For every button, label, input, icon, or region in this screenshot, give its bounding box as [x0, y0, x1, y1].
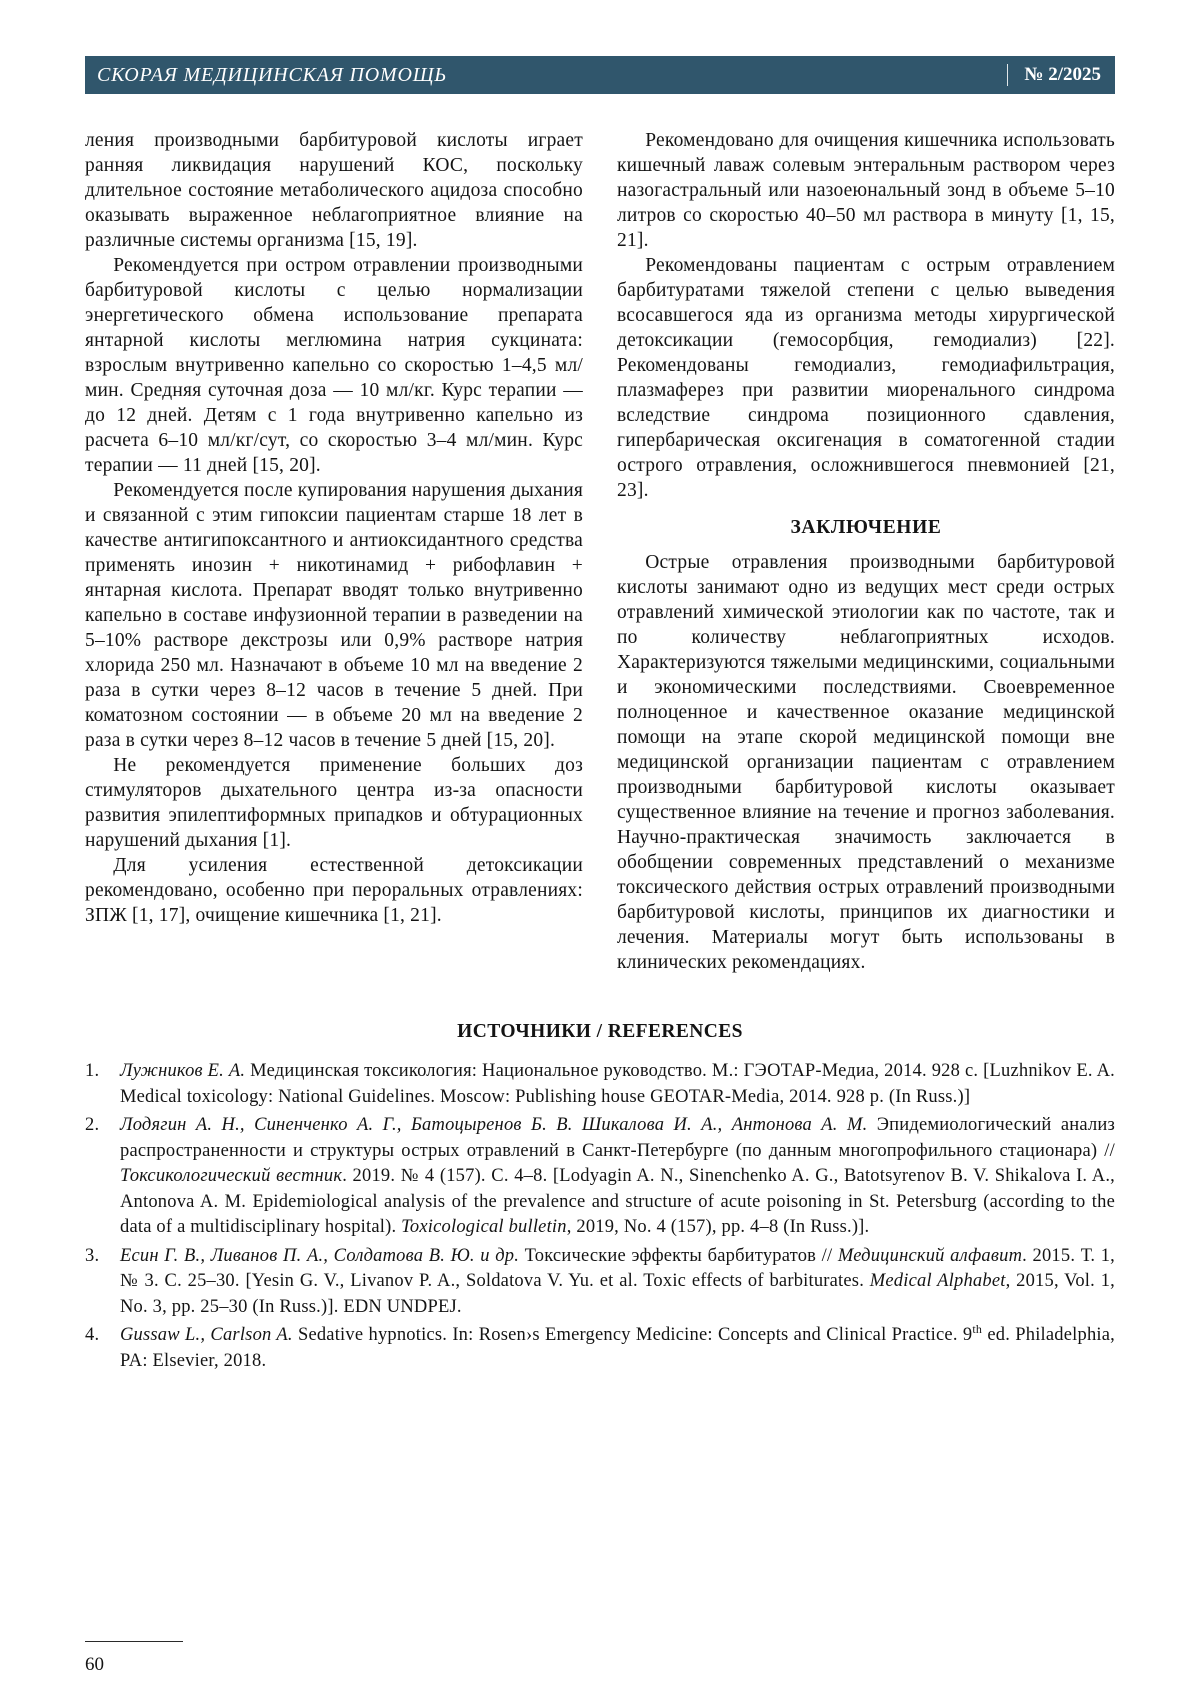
conclusion-heading: ЗАКЛЮЧЕНИЕ — [790, 517, 942, 538]
reference-text: Лодягин А. Н., Синенченко А. Г., Батоцыренов Б. В. Шикалова И. А., Антонова А. М. Эпидемиологический анализ распространенности и структуры острых отравлений в Санкт-Петербурге (по данным многопрофильного стационара) // Токсикологический вестник. 2019. № 4 (157). С. 4–8. [Lodyagin A. N., Sinenchenko A. G., Batotsyrenov B. V. Shikalova I. A., Antonova A. M. Epidemiological analysis of the prevalence and structure of acute poisoning in St. Petersburg (according to the data of a multidisciplinary hospital). Toxicological bulletin, 2019, No. 4 (157), pp. 4–8 (In Russ.)]. — [120, 1115, 1115, 1237]
right-column — [617, 128, 1115, 975]
article-body — [85, 128, 1115, 975]
reference-number: 3. — [85, 1245, 100, 1266]
body-paragraph: Рекомендуется при остром отравлении производными барбитуровой кислоты с целью нормализации энергетического обмена использование препарата янтарной кислоты меглюмина натрия сукцината: взрослым внутривенно капельно со скоростью 1–4,5 мл/мин. Средняя суточная доза — 10 мл/кг. Курс терапии — до 12 дней. Детям с 1 года внутривенно капельно из расчета 6–10 мл/кг/сут, со скоростью 3–4 мл/мин. Курс терапии — 11 дней [15, 20]. — [85, 255, 583, 476]
references-section — [85, 1021, 1115, 1374]
page-footer — [85, 1641, 183, 1676]
reference-number: 1. — [85, 1061, 100, 1081]
body-paragraph: ления производными барбитуровой кислоты играет ранняя ликвидация нарушений КОС, поскольку длительное состояние метаболического ацидоза способно оказывать выраженное неблагоприятное влияние на различные системы организма [15, 19]. — [85, 130, 583, 251]
left-column — [85, 128, 583, 975]
reference-text: Gussaw L., Carlson A. Sedative hypnotics. In: Rosen›s Emergency Medicine: Concepts and Clinical Practice. 9th ed. Philadelphia, PA: Elsevier, 2018. — [120, 1321, 1115, 1371]
reference-item — [85, 1113, 1115, 1241]
references-list — [85, 1059, 1115, 1374]
references-heading: ИСТОЧНИКИ / REFERENCES — [457, 1021, 743, 1042]
reference-number: 4. — [85, 1325, 100, 1345]
reference-text: Есин Г. В., Ливанов П. А., Солдатова В. Ю. и др. Токсические эффекты барбитуратов // Медицинский алфавит. 2015. Т. 1, № 3. С. 25–30. [Yesin G. V., Livanov P. A., Soldatova V. Yu. et al. Toxic effects of barbiturates. Medical Alphabet, 2015, Vol. 1, No. 3, pp. 25–30 (In Russ.)]. EDN UNDPEJ. — [120, 1245, 1115, 1317]
footer-rule — [85, 1641, 183, 1642]
issue-number: № 2/2025 — [1007, 64, 1101, 86]
conclusion-paragraph: Острые отравления производными барбитуровой кислоты занимают одно из ведущих мест среди острых отравлений химической этиологии как по частоте, так и по количеству неблагоприятных исходов. Характеризуются тяжелыми медицинскими, социальными и экономическими последствиями. Своевременное полноценное и качественное оказание медицинской помощи на этапе скорой медицинской помощи вне медицинской организации пациентам с отравлением производными барбитуровой кислоты оказывает существенное влияние на течение и прогноз заболевания. Научно-практическая значимость заключается в обобщении современных представлений о механизме токсического действия острых отравлений производными барбитуровой кислоты, принципов их диагностики и лечения. Материалы могут быть использованы в клинических рекомендациях. — [617, 552, 1115, 973]
body-paragraph: Рекомендовано для очищения кишечника использовать кишечный лаваж солевым энтеральным раствором через назогастральный или назоеюнальный зонд в объеме 5–10 литров со скоростью 40–50 мл раствора в минуту [1, 15, 21]. — [617, 130, 1115, 251]
body-paragraph: Для усиления естественной детоксикации рекомендовано, особенно при пероральных отравлениях: ЗПЖ [1, 17], очищение кишечника [1, 21]. — [85, 855, 583, 926]
reference-item — [85, 1059, 1115, 1110]
reference-item — [85, 1323, 1115, 1374]
body-paragraph: Рекомендованы пациентам с острым отравлением барбитуратами тяжелой степени с целью выведения всосавшегося яда из организма методы хирургической детоксикации (гемосорбция, гемодиализ) [22]. Рекомендованы гемодиализ, гемодиафильтрация, плазмаферез при развитии миоренального синдрома вследствие синдрома позиционного сдавления, гипербарическая оксигенация в соматогенной стадии острого отравления, осложнившегося пневмонией [21, 23]. — [617, 255, 1115, 501]
page-number: 60 — [85, 1654, 104, 1675]
reference-item — [85, 1244, 1115, 1321]
journal-title: СКОРАЯ МЕДИЦИНСКАЯ ПОМОЩЬ — [97, 63, 447, 86]
reference-number: 2. — [85, 1115, 100, 1135]
body-paragraph: Не рекомендуется применение больших доз стимуляторов дыхательного центра из-за опасности развития эпилептиформных припадков и обтурационных нарушений дыхания [1]. — [85, 755, 583, 851]
running-header — [85, 56, 1115, 94]
body-paragraph: Рекомендуется после купирования нарушения дыхания и связанной с этим гипоксии пациентам старше 18 лет в качестве антигипоксантного и антиоксидантного средства применять инозин + никотинамид + рибофлавин + янтарная кислота. Препарат вводят только внутривенно капельно в составе инфузионной терапии в разведении на 5–10% растворе декстрозы или 0,9% растворе натрия хлорида 250 мл. Назначают в объеме 10 мл на введение 2 раза в сутки через 8–12 часов в течение 5 дней. При коматозном состоянии — в объеме 20 мл на введение 2 раза в сутки через 8–12 часов в течение 5 дней [15, 20]. — [85, 480, 583, 751]
reference-text: Лужников Е. А. Медицинская токсикология: Национальное руководство. М.: ГЭОТАР-Медиа, 2014. 928 с. [Luzhnikov E. A. Medical toxicology: National Guidelines. Moscow: Publishing house GEOTAR-Media, 2014. 928 p. (In Russ.)] — [120, 1061, 1116, 1107]
